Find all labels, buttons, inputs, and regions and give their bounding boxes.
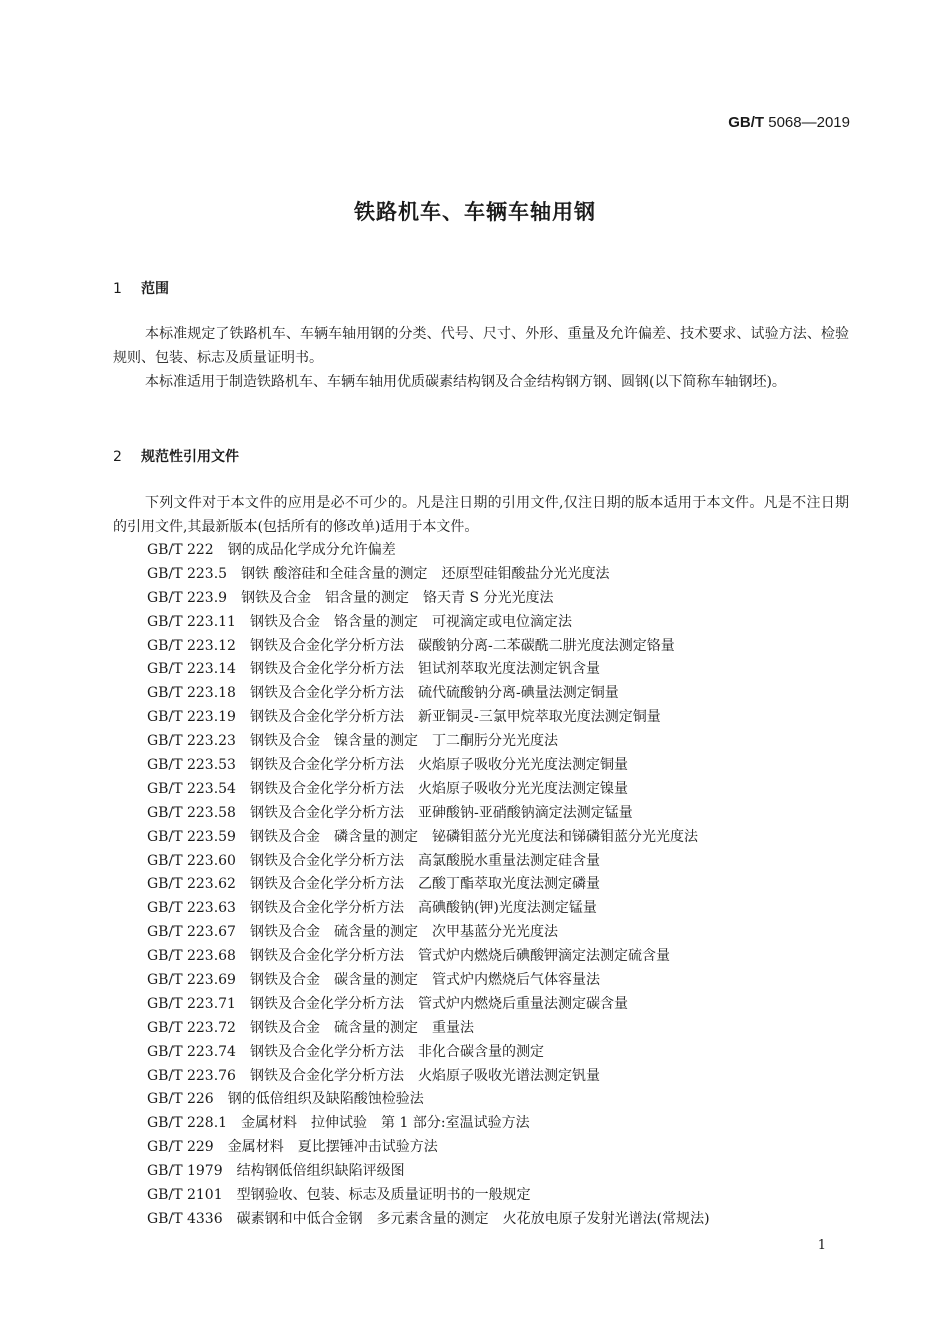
reference-item [147, 802, 847, 826]
reference-title: 钢铁及合金 镍含量的测定 丁二酮肟分光光度法 [249, 733, 558, 750]
reference-code: GB/T 223.67 [147, 924, 236, 941]
section-heading-scope [113, 278, 169, 298]
section-title: 范围 [141, 281, 169, 297]
reference-item [147, 730, 847, 754]
standard-prefix: GB/T [728, 114, 765, 131]
reference-item [147, 1136, 847, 1160]
reference-code: GB/T 223.18 [147, 685, 236, 702]
reference-title: 钢铁及合金 硫含量的测定 次甲基蓝分光光度法 [249, 924, 558, 941]
reference-title: 型钢验收、包装、标志及质量证明书的一般规定 [236, 1187, 531, 1204]
reference-item [147, 1017, 847, 1041]
reference-code: GB/T 229 [147, 1139, 214, 1156]
reference-item [147, 1160, 847, 1184]
reference-item [147, 539, 847, 563]
reference-item [147, 1065, 847, 1089]
document-title: 铁路机车、车辆车轴用钢 [354, 200, 596, 224]
reference-item [147, 1208, 847, 1232]
reference-item [147, 754, 847, 778]
reference-title: 碳素钢和中低合金钢 多元素含量的测定 火花放电原子发射光谱法(常规法) [236, 1210, 710, 1227]
reference-code: GB/T 223.54 [147, 780, 236, 797]
reference-item [147, 587, 847, 611]
page-number: 1 [817, 1238, 826, 1253]
reference-code: GB/T 223.58 [147, 804, 236, 821]
reference-item [147, 850, 847, 874]
reference-item [147, 993, 847, 1017]
reference-title: 钢铁及合金化学分析方法 非化合碳含量的测定 [249, 1043, 544, 1060]
reference-item [147, 969, 847, 993]
reference-code: GB/T 223.59 [147, 828, 236, 845]
reference-title: 钢铁及合金化学分析方法 管式炉内燃烧后重量法测定碳含量 [249, 995, 628, 1012]
reference-title: 金属材料 拉伸试验 第 1 部分:室温试验方法 [241, 1115, 530, 1132]
standard-number: 5068—2019 [768, 114, 850, 131]
reference-item [147, 826, 847, 850]
reference-item [147, 1041, 847, 1065]
reference-code: GB/T 223.11 [147, 613, 236, 630]
reference-code: GB/T 223.60 [147, 852, 236, 869]
reference-title: 钢铁及合金化学分析方法 亚砷酸钠-亚硝酸钠滴定法测定锰量 [249, 804, 633, 821]
reference-item [147, 611, 847, 635]
reference-title: 金属材料 夏比摆锤冲击试验方法 [227, 1139, 438, 1156]
references-intro-paragraph: 下列文件对于本文件的应用是必不可少的。凡是注日期的引用文件,仅注日期的版本适用于本文件。凡是不注日期的引用文件,其最新版本(包括所有的修改单)适用于本文件。 [113, 495, 849, 535]
reference-title: 钢铁及合金 磷含量的测定 铋磷钼蓝分光光度法和锑磷钼蓝分光光度法 [249, 828, 698, 845]
reference-title: 钢铁及合金化学分析方法 乙酸丁酯萃取光度法测定磷量 [249, 876, 600, 893]
reference-title: 钢铁及合金化学分析方法 高氯酸脱水重量法测定硅含量 [249, 852, 600, 869]
reference-item [147, 945, 847, 969]
reference-item [147, 778, 847, 802]
scope-paragraph-1: 本标准规定了铁路机车、车辆车轴用钢的分类、代号、尺寸、外形、重量及允许偏差、技术要求、试验方法、检验规则、包装、标志及质量证明书。 [113, 326, 849, 366]
reference-title: 钢铁及合金 铝含量的测定 铬天青 S 分光光度法 [241, 589, 554, 606]
reference-title: 钢铁及合金化学分析方法 高碘酸钠(钾)光度法测定锰量 [249, 900, 597, 917]
reference-title: 钢铁及合金化学分析方法 钽试剂萃取光度法测定钒含量 [249, 661, 600, 678]
reference-code: GB/T 1979 [147, 1163, 223, 1180]
reference-code: GB/T 223.12 [147, 637, 236, 654]
reference-title: 钢铁及合金化学分析方法 管式炉内燃烧后碘酸钾滴定法测定硫含量 [249, 948, 670, 965]
reference-title: 钢铁 酸溶硅和全硅含量的测定 还原型硅钼酸盐分光光度法 [241, 565, 610, 582]
reference-code: GB/T 223.19 [147, 709, 236, 726]
reference-item [147, 635, 847, 659]
reference-title: 钢铁及合金 硫含量的测定 重量法 [249, 1019, 474, 1036]
reference-list [147, 539, 847, 1232]
reference-code: GB/T 223.9 [147, 589, 228, 606]
section-title: 规范性引用文件 [141, 449, 239, 465]
reference-code: GB/T 223.68 [147, 948, 236, 965]
reference-title: 钢铁及合金 铬含量的测定 可视滴定或电位滴定法 [249, 613, 572, 630]
scope-paragraph-2: 本标准适用于制造铁路机车、车辆车轴用优质碳素结构钢及合金结构钢方钢、圆钢(以下简称车轴钢坯)。 [145, 374, 786, 390]
section-number: 2 [113, 449, 122, 465]
reference-code: GB/T 223.14 [147, 661, 236, 678]
reference-item [147, 1184, 847, 1208]
reference-item [147, 658, 847, 682]
reference-code: GB/T 223.74 [147, 1043, 236, 1060]
reference-title: 钢铁及合金化学分析方法 新亚铜灵-三氯甲烷萃取光度法测定铜量 [249, 709, 661, 726]
reference-item [147, 1112, 847, 1136]
reference-code: GB/T 223.23 [147, 733, 236, 750]
reference-code: GB/T 222 [147, 542, 214, 558]
reference-code: GB/T 228.1 [147, 1115, 228, 1132]
reference-code: GB/T 226 [147, 1091, 214, 1108]
reference-title: 钢铁及合金 碳含量的测定 管式炉内燃烧后气体容量法 [249, 972, 600, 989]
reference-code: GB/T 223.5 [147, 565, 228, 582]
reference-code: GB/T 223.69 [147, 972, 236, 989]
reference-item [147, 873, 847, 897]
reference-item [147, 563, 847, 587]
reference-title: 钢的成品化学成分允许偏差 [227, 542, 396, 558]
reference-code: GB/T 4336 [147, 1210, 223, 1227]
reference-title: 钢铁及合金化学分析方法 火焰原子吸收光谱法测定钒量 [249, 1067, 600, 1084]
reference-item [147, 1088, 847, 1112]
reference-title: 钢铁及合金化学分析方法 火焰原子吸收分光光度法测定铜量 [249, 757, 628, 774]
standard-code [728, 114, 850, 131]
reference-title: 钢铁及合金化学分析方法 碳酸钠分离-二苯碳酰二肼光度法测定铬量 [249, 637, 675, 654]
reference-code: GB/T 223.72 [147, 1019, 236, 1036]
reference-item [147, 897, 847, 921]
reference-title: 钢铁及合金化学分析方法 火焰原子吸收分光光度法测定镍量 [249, 780, 628, 797]
reference-item [147, 682, 847, 706]
reference-item [147, 921, 847, 945]
reference-code: GB/T 223.71 [147, 995, 236, 1012]
reference-code: GB/T 223.76 [147, 1067, 236, 1084]
reference-code: GB/T 223.63 [147, 900, 236, 917]
reference-title: 钢的低倍组织及缺陷酸蚀检验法 [227, 1091, 424, 1108]
reference-title: 钢铁及合金化学分析方法 硫代硫酸钠分离-碘量法测定铜量 [249, 685, 619, 702]
reference-code: GB/T 223.62 [147, 876, 236, 893]
reference-code: GB/T 223.53 [147, 757, 236, 774]
section-heading-normative-references [113, 446, 239, 466]
reference-code: GB/T 2101 [147, 1187, 223, 1204]
reference-item [147, 706, 847, 730]
section-number: 1 [113, 281, 122, 297]
reference-title: 结构钢低倍组织缺陷评级图 [236, 1163, 405, 1180]
